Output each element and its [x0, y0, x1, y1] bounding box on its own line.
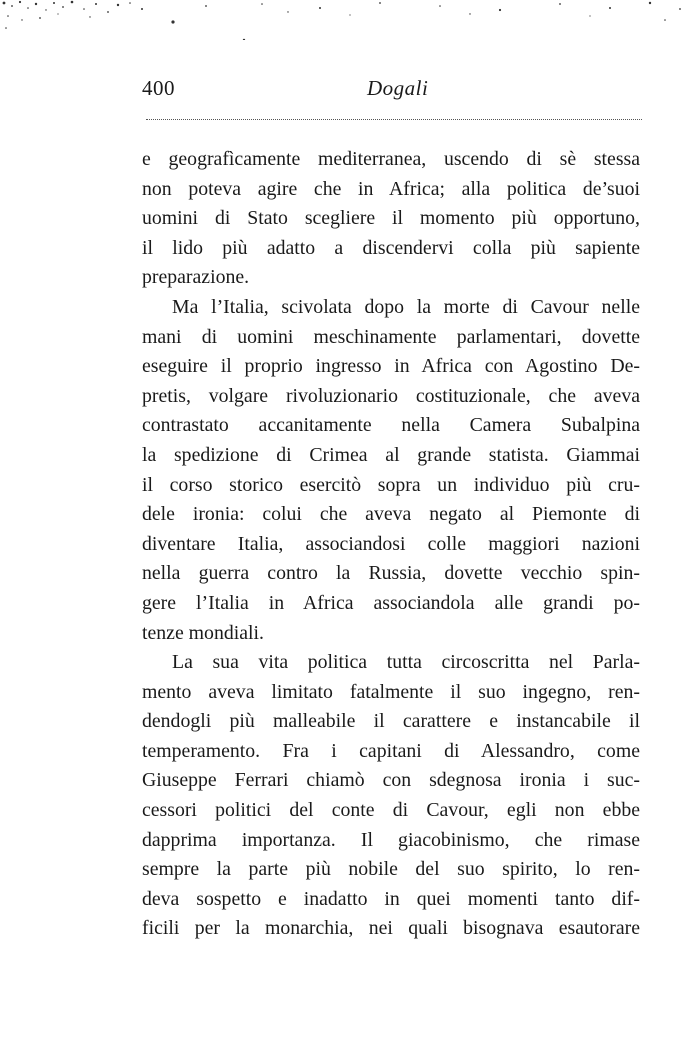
text-line: eseguire il proprio ingresso in Africa con Agostino De- — [142, 355, 640, 378]
text-line: deva sospetto e inadatto in quei momenti tanto dif- — [142, 887, 640, 910]
running-header — [142, 76, 640, 102]
text-line: il corso storico esercitò sopra un individuo più cru- — [142, 473, 640, 496]
paragraph — [142, 145, 640, 293]
text-line: nella guerra contro la Russia, dovette vecchio spin- — [142, 562, 640, 585]
text-line: temperamento. Fra i capitani di Alessandro, come — [142, 739, 640, 762]
text-line: dele ironia: colui che aveva negato al Piemonte di — [142, 503, 640, 526]
text-line: contrastato accanitamente nella Camera Subalpina — [142, 414, 640, 437]
page-number: 400 — [142, 76, 175, 100]
text-line: mento aveva limitato fatalmente il suo ingegno, ren- — [142, 680, 640, 703]
text-line: sempre la parte più nobile del suo spirito, lo ren- — [142, 858, 640, 881]
text-line: la spedizione di Crimea al grande statista. Giammai — [142, 443, 640, 466]
text-line: mani di uomini meschinamente parlamentari, dovette — [142, 325, 640, 348]
text-line: uomini di Stato scegliere il momento più opportuno, — [142, 207, 640, 230]
header-dotted-rule — [146, 119, 642, 120]
text-line: ficili per la monarchia, nei quali bisognava esautorare — [142, 917, 640, 940]
text-line: gere l’Italia in Africa associandola alle grandi po- — [142, 591, 640, 614]
paragraph — [142, 648, 640, 944]
text-line: tenze mondiali. — [142, 621, 264, 644]
text-line: e geografìcamente mediterranea, uscendo di sè stessa — [142, 148, 640, 170]
text-line: non poteva agire che in Africa; alla politica de’suoi — [142, 177, 640, 200]
text-line: diventare Italia, associandosi colle maggiori nazioni — [142, 532, 640, 555]
paragraph — [142, 293, 640, 648]
body-text — [142, 145, 640, 944]
text-line: il lido più adatto a discendervi colla più sapiente — [142, 236, 640, 259]
scan-speckle-decoration — [0, 0, 694, 40]
text-line: dapprima importanza. Il giacobinismo, che rimase — [142, 828, 640, 851]
text-line: Ma l’Italia, scivolata dopo la morte di Cavour nelle — [172, 295, 640, 318]
text-line: preparazione. — [142, 266, 250, 289]
text-line: cessori politici del conte di Cavour, egli non ebbe — [142, 799, 640, 822]
text-line: pretis, volgare rivoluzionario costituzionale, che aveva — [142, 384, 640, 407]
running-title: Dogali — [367, 76, 429, 100]
text-line: La sua vita politica tutta circoscritta nel Parla- — [172, 651, 640, 674]
text-line: dendogli più malleabile il carattere e instancabile il — [142, 710, 640, 733]
text-line: Giuseppe Ferrari chiamò con sdegnosa ironia i suc- — [142, 769, 640, 792]
